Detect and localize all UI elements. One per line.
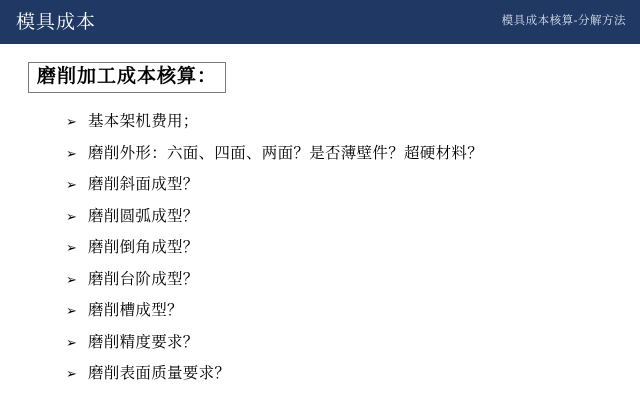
arrow-bullet-icon: ➢ xyxy=(66,303,77,318)
arrow-bullet-icon: ➢ xyxy=(66,145,77,161)
list-item xyxy=(66,270,626,290)
slide-header xyxy=(0,0,640,44)
list-item xyxy=(66,364,626,384)
list-item xyxy=(66,238,626,258)
arrow-bullet-icon: ➢ xyxy=(66,271,77,287)
section-title: 磨削加工成本核算： xyxy=(28,62,226,93)
list-item xyxy=(66,175,626,195)
list-item xyxy=(66,144,626,164)
list-item-label: 磨削表面质量要求？ xyxy=(88,365,231,382)
list-item-label: 磨削倒角成型？ xyxy=(88,239,199,256)
list-item-label: 磨削圆弧成型？ xyxy=(88,207,199,225)
bullet-list xyxy=(66,112,626,396)
page-title: 模具成本 xyxy=(16,11,97,33)
list-item xyxy=(66,207,626,227)
list-item-label: 磨削台阶成型？ xyxy=(88,270,199,288)
arrow-bullet-icon: ➢ xyxy=(66,177,77,192)
header-subtitle: 模具成本核算-分解方法 xyxy=(501,15,626,28)
list-item-label: 磨削斜面成型？ xyxy=(88,176,199,193)
list-item-label: 基本架机费用； xyxy=(88,113,199,130)
list-item-label: 磨削精度要求？ xyxy=(88,333,199,351)
section-title-wrap xyxy=(28,62,226,93)
list-item xyxy=(66,301,626,321)
list-item xyxy=(66,333,626,353)
arrow-bullet-icon: ➢ xyxy=(66,366,77,381)
arrow-bullet-icon: ➢ xyxy=(66,334,77,350)
arrow-bullet-icon: ➢ xyxy=(66,240,77,255)
arrow-bullet-icon: ➢ xyxy=(66,114,77,129)
slide-body xyxy=(0,44,640,400)
arrow-bullet-icon: ➢ xyxy=(66,208,77,224)
list-item-label: 磨削槽成型？ xyxy=(88,302,183,319)
list-item xyxy=(66,112,626,132)
list-item-label: 磨削外形：六面、四面、两面？是否薄壁件？超硬材料？ xyxy=(88,144,484,162)
